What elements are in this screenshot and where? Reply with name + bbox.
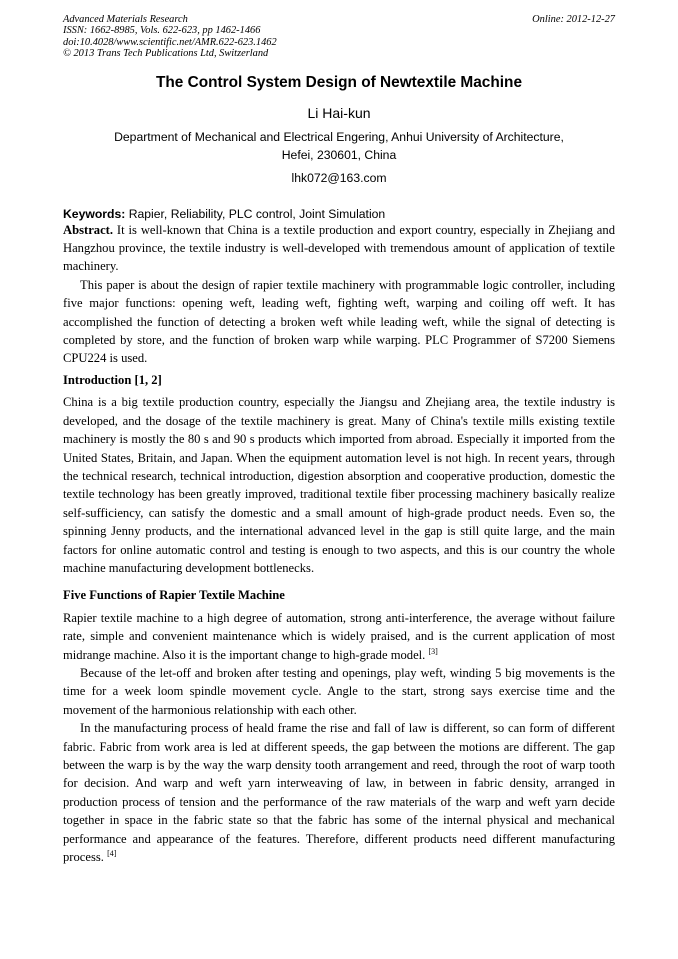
journal-copyright: © 2013 Trans Tech Publications Ltd, Switzerland	[63, 48, 269, 60]
abstract-text-1: It is well-known that China is a textile production and export country, especially in Zhejiang and Hangzhou province, the textile industry is well-developed with tremendous amount of application of textile machinery.	[63, 222, 615, 274]
journal-issn: ISSN: 1662-8985, Vols. 622-623, pp 1462-1466	[63, 25, 261, 37]
abstract-paragraph-1	[63, 221, 615, 276]
introduction-paragraph-1: China is a big textile production country, especially the Jiangsu and Zhejiang area, the textile industry is developed, and the dosage of the textile machinery is great. Many of China's textile mills existing textile machinery is mostly the 80 s and 90 s products which imported from abroad. Especially it imported from the United States, Britain, and Japan. When the equipment automation level is not high. In recent years, through the technical research, technical introduction, digestion absorption and cooperative production, domestic the textile technology has been greatly improved, traditional textile fiber processing machinery basically realize self-sufficiency, can satisfy the domestic and a small amount of high-grade product needs. Even so, the spinning Jenny products, and the international advanced level in the gap is still quite large, and the main factors for online automatic control and testing is enough to two aspects, and this is our country the whole machine manufacturing development bottlenecks.	[63, 395, 615, 575]
keywords-list: Rapier, Reliability, PLC control, Joint Simulation	[128, 206, 386, 221]
keywords	[63, 207, 615, 221]
abstract-paragraph-2: This paper is about the design of rapier textile machinery with programmable logic controller, including five major functions: opening weft, leading weft, fighting weft, warping and coiling off weft. It has accomplished the function of detecting a broken weft while leading weft, while the signal of detecting is completed by store, and the function of broken warp while warping. PLC Programmer of S7200 Siemens CPU224 is used.	[63, 277, 615, 366]
affiliation-line-1: Department of Mechanical and Electrical Engering, Anhui University of Architecture,	[114, 129, 564, 144]
citation-3: [3]	[428, 646, 438, 656]
paper-title: The Control System Design of Newtextile Machine	[155, 73, 523, 91]
paper-body	[63, 221, 615, 867]
online-date: Online: 2012-12-27	[532, 14, 615, 25]
paper-author: Li Hai-kun	[307, 104, 371, 121]
abstract-label: Abstract.	[63, 222, 114, 237]
five-functions-heading: Five Functions of Rapier Textile Machine	[63, 588, 285, 603]
five-functions-text-1: Rapier textile machine to a high degree of automation, strong anti-interference, the average without failure rate, simple and convenient maintenance which is widely praised, and is the current application of most midrange machine. Also it is the important change to high-grade model.	[63, 610, 615, 662]
introduction-heading: Introduction [1, 2]	[63, 372, 162, 387]
journal-masthead	[63, 14, 615, 60]
journal-name: Advanced Materials Research	[63, 14, 188, 25]
citation-4: [4]	[107, 849, 117, 859]
affiliation-line-2: Hefei, 230601, China	[281, 147, 397, 162]
keywords-label: Keywords:	[63, 206, 126, 221]
journal-doi: doi:10.4028/www.scientific.net/AMR.622-623.1462	[63, 36, 277, 48]
paper-page	[63, 14, 615, 866]
five-functions-paragraph-3	[63, 719, 615, 866]
five-functions-text-3: In the manufacturing process of heald frame the rise and fall of law is different, so can form of different fabric. Fabric from work area is led at different speeds, the gap between the motions are different. The gap between the warp is by the way the warp density tooth arrangement and reed, through the root of warp tooth for decision. And warp and weft yarn interweaving of law, in between in fabric density, arranged in production process of tension and the performance of the raw materials of the warp and weft yarn decide together in space in the fabric state so that the fabric has some of the internal physical and mechanical performance and appearance of the features. Therefore, different products need different manufacturing process.	[63, 721, 615, 865]
five-functions-paragraph-1	[63, 609, 615, 664]
five-functions-paragraph-2: Because of the let-off and broken after testing and openings, play weft, winding 5 big movements is the time for a week loom spindle movement cycle. Angle to the start, strong says exercise time and the movement of the harmonious relationship with each other.	[63, 665, 615, 717]
author-email: lhk072@163.com	[291, 170, 387, 185]
author-affiliation	[63, 128, 615, 164]
